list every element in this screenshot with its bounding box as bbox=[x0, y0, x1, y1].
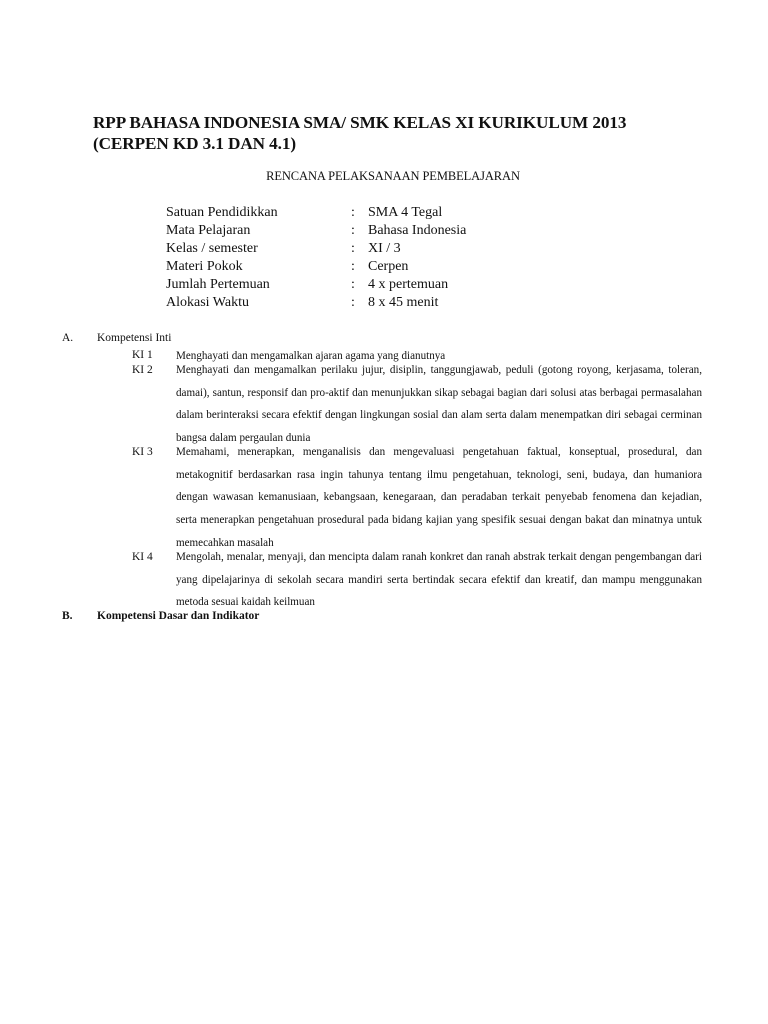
identity-colon: : bbox=[351, 277, 355, 292]
section-a-marker: A. bbox=[62, 332, 74, 344]
title-line-2: (CERPEN KD 3.1 DAN 4.1) bbox=[93, 134, 296, 153]
identity-label: Alokasi Waktu bbox=[166, 295, 249, 310]
ki-text: Menghayati dan mengamalkan ajaran agama yang dianutnya bbox=[176, 350, 446, 362]
title-line-1: RPP BAHASA INDONESIA SMA/ SMK KELAS XI KURIKULUM 2013 bbox=[93, 113, 627, 132]
identity-colon: : bbox=[351, 259, 355, 274]
identity-label: Materi Pokok bbox=[166, 259, 243, 274]
section-b-title: Kompetensi Dasar dan Indikator bbox=[97, 610, 260, 622]
ki-code: KI 4 bbox=[132, 551, 153, 563]
identity-label: Kelas / semester bbox=[166, 241, 258, 256]
ki-code: KI 1 bbox=[132, 349, 153, 361]
identity-value: XI / 3 bbox=[368, 241, 401, 256]
identity-label: Mata Pelajaran bbox=[166, 223, 251, 238]
ki-text: Menghayati dan mengamalkan perilaku jujur, disiplin, tanggungjawab, peduli (gotong royong, kerjasama, toleran, damai), santun, responsif dan pro-aktif dan menunjukkan sikap sebagai bagian dari solusi atas berbagai permasalahan dalam berinteraksi secara efektif dengan lingkungan sosial dan alam serta dalam menempatkan diri sebagai cerminan bangsa dalam pergaulan dunia bbox=[176, 364, 702, 445]
identity-colon: : bbox=[351, 295, 355, 310]
identity-label: Satuan Pendidikkan bbox=[166, 205, 278, 220]
identity-value: 4 x pertemuan bbox=[368, 277, 449, 292]
ki-text: Memahami, menerapkan, menganalisis dan mengevaluasi pengetahuan faktual, konseptual, prosedural, dan metakognitif berdasarkan rasa ingin tahunya tentang ilmu pengetahuan, teknologi, seni, budaya, dan humaniora dengan wawasan kemanusiaan, kebangsaan, kenegaraan, dan peradaban terkait penyebab fenomena dan kejadian, serta menerapkan pengetahuan prosedural pada bidang kajian yang spesifik sesuai dengan bakat dan minatnya untuk memecahkan masalah bbox=[176, 446, 702, 549]
identity-value: Bahasa Indonesia bbox=[368, 223, 467, 238]
identity-value: Cerpen bbox=[368, 259, 409, 274]
document-subtitle: RENCANA PELAKSANAAN PEMBELAJARAN bbox=[266, 169, 520, 183]
ki-code: KI 3 bbox=[132, 446, 153, 458]
ki-text: Mengolah, menalar, menyaji, dan mencipta dalam ranah konkret dan ranah abstrak terkait dengan pengembangan dari yang dipelajarinya di sekolah secara mandiri serta bertindak secara efektif dan kreatif, dan mampu menggunakan metoda sesuai kaidah keilmuan bbox=[176, 551, 702, 609]
section-a-title: Kompetensi Inti bbox=[97, 332, 172, 344]
ki-code: KI 2 bbox=[132, 364, 153, 376]
section-b-marker: B. bbox=[62, 610, 73, 622]
identity-colon: : bbox=[351, 205, 355, 220]
identity-value: 8 x 45 menit bbox=[368, 295, 439, 310]
identity-colon: : bbox=[351, 241, 355, 256]
identity-value: SMA 4 Tegal bbox=[368, 205, 443, 220]
identity-label: Jumlah Pertemuan bbox=[166, 277, 270, 292]
document-title bbox=[93, 112, 626, 154]
identity-colon: : bbox=[351, 223, 355, 238]
